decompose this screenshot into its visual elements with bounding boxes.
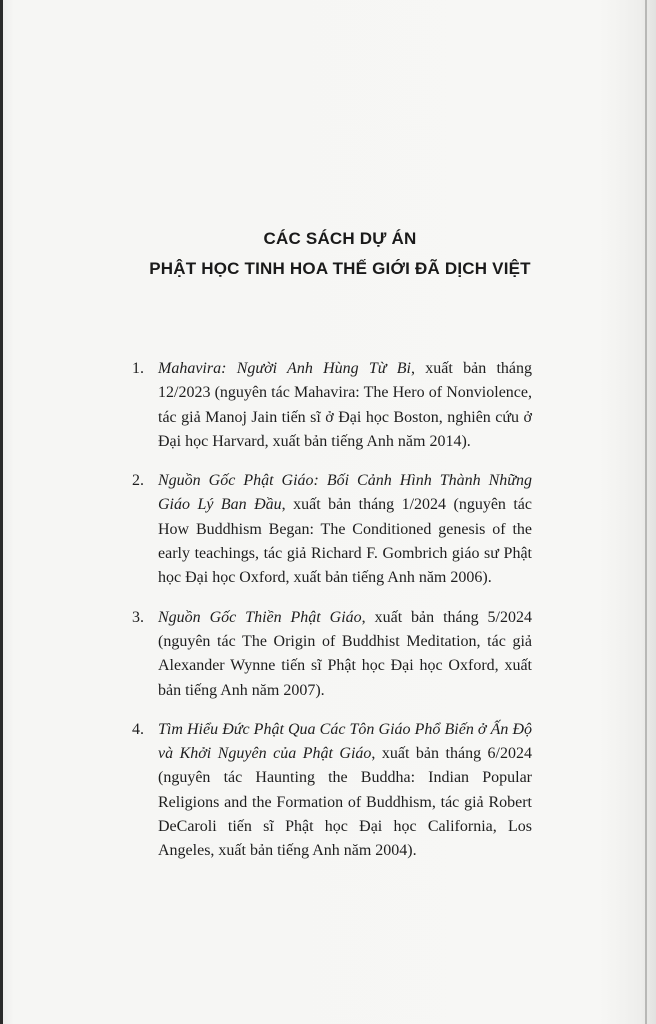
- book-title: Mahavira: Người Anh Hùng Từ Bi: [158, 360, 412, 377]
- list-item-number: 1.: [132, 360, 144, 377]
- list-item-number: 4.: [132, 720, 144, 738]
- page-heading-line-2: PHẬT HỌC TINH HOA THẾ GIỚI ĐÃ DỊCH VIỆT: [149, 259, 531, 278]
- list-item: [132, 469, 532, 590]
- book-details: , xuất bản tháng 12/2023 (nguyên tác Mahavira: The Hero of Nonviolence, tác giả Manoj Jain tiến sĩ ở Đại học Boston, nghiên cứu ở Đại học Harvard, xuất bản tiếng Anh năm 2014).: [158, 360, 532, 450]
- page-right-edge: [645, 0, 647, 1024]
- page-binding-edge: [0, 0, 3, 1024]
- list-item-number: 3.: [132, 608, 144, 626]
- book-title: Nguồn Gốc Thiền Phật Giáo: [158, 608, 362, 626]
- book-title: Nguồn Gốc Phật Giáo: Bối Cảnh Hình Thành Những Giáo Lý Ban Đầu: [158, 472, 532, 514]
- list-item: [132, 357, 532, 454]
- list-item-number: 2.: [132, 472, 144, 490]
- book-details: , xuất bản tháng 1/2024 (nguyên tác How Buddhism Began: The Conditioned genesis of the early teachings, tác giả Richard F. Gombrich giáo sư Phật học Đại học Oxford, xuất bản tiếng Anh năm 2006).: [158, 496, 533, 587]
- page-heading-line-1: CÁC SÁCH DỰ ÁN: [263, 229, 417, 248]
- translated-books-list: [132, 357, 532, 879]
- list-item: [132, 718, 532, 864]
- list-item: [132, 606, 532, 703]
- book-details: , xuất bản tháng 6/2024 (nguyên tác Haunting the Buddha: Indian Popular Religions and the Formation of Buddhism, tác giả Robert DeCaroli tiến sĩ Phật học Đại học California, Los Angeles, xuất bản tiếng Anh năm 2004).: [158, 745, 533, 860]
- book-title: Tìm Hiểu Đức Phật Qua Các Tôn Giáo Phổ Biến ở Ấn Độ và Khởi Nguyên của Phật Giáo: [158, 720, 532, 763]
- book-details: , xuất bản tháng 5/2024 (nguyên tác The Origin of Buddhist Meditation, tác giả Alexander Wynne tiến sĩ Phật học Đại học Oxford, xuất bản tiếng Anh năm 2007).: [158, 608, 532, 699]
